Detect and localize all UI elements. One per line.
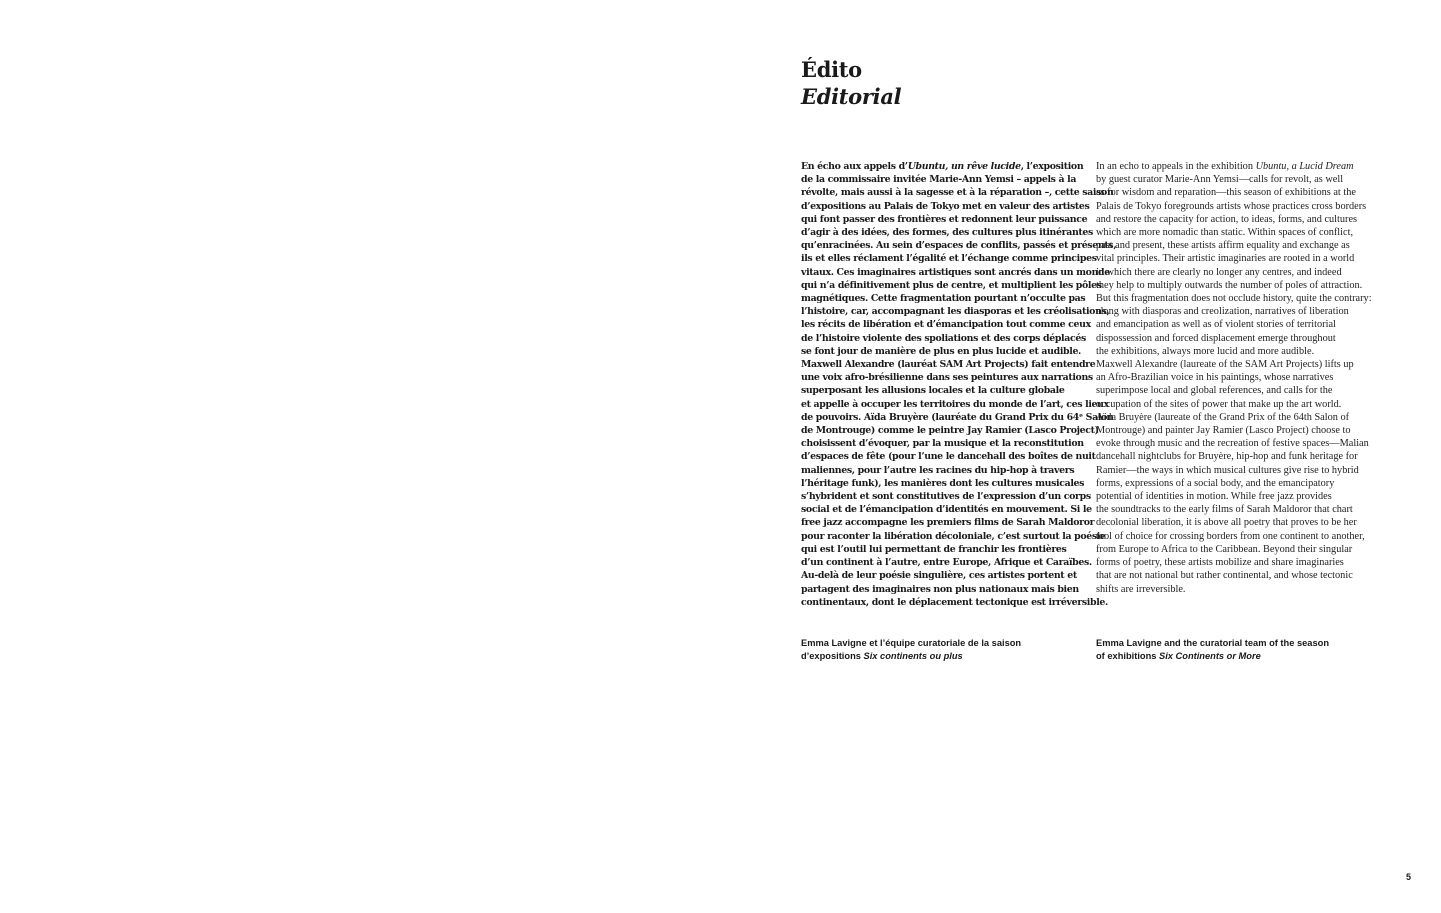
signature-line: Emma Lavigne and the curatorial team of the season [1096,638,1330,648]
text-line: superimpose local and global references, and calls for the [1096,385,1333,397]
text-line: and restore the capacity for action, to ideas, forms, and cultures [1096,213,1358,225]
text-line: decolonial liberation, it is above all poetry that proves to be her [1096,517,1357,529]
text-line: d’un continent à l’autre, entre Europe, Afrique et Caraïbes. [801,557,1092,569]
signature-text: of exhibitions [1096,651,1160,661]
page-number: 5 [1405,872,1411,882]
text-line: de Montrouge) comme le peintre Jay Ramier (Lasco Project) [801,425,1099,437]
text-line: that are not national but rather continental, and whose tectonic [1096,570,1353,582]
text-line: magnétiques. Cette fragmentation pourtant n’occulte pas [801,293,1086,305]
text-line: s’hybrident et sont constitutives de l’expression d’un corps [801,491,1091,503]
text-line: from Europe to Africa to the Caribbean. Beyond their singular [1096,543,1353,555]
text-line: l’héritage funk), les manières dont les cultures musicales [801,477,1085,489]
signature-line: Emma Lavigne et l’équipe curatoriale de la saison [801,638,1022,648]
text-line: an Afro-Brazilian voice in his paintings, whose narratives [1096,372,1334,384]
season-title: Six continents ou plus [863,651,963,661]
signature-text: d’expositions [801,651,864,661]
text-line: Montrouge) and painter Jay Ramier (Lasco Project) choose to [1096,425,1351,437]
text-line: along with diasporas and creolization, narratives of liberation [1096,306,1349,318]
text-line: se font jour de manière de plus en plus lucide et audible. [801,345,1081,357]
text-line: d’espaces de fête (pour l’une le dancehall des boîtes de nuit [801,451,1096,463]
text-line: de l’histoire violente des spoliations et des corps déplacés [801,332,1086,344]
text-line: free jazz accompagne les premiers films de Sarah Maldoror [801,517,1095,529]
text-line: as for wisdom and reparation—this season of exhibitions at the [1096,187,1356,199]
text-line: révolte, mais aussi à la sagesse et à la réparation –, cette saison [801,187,1114,199]
french-body-text [801,160,1117,609]
signature-line [801,650,1021,663]
text-line: which are more nomadic than static. Within spaces of conflict, [1096,227,1354,239]
signature-line [1096,650,1329,663]
text-line: forms, expressions of a social body, and the emancipatory [1096,477,1335,489]
text-line: Ramier—the ways in which musical cultures give rise to hybrid [1096,464,1359,476]
text-line: continentaux, dont le déplacement tectonique est irréversible. [801,596,1108,608]
text-line: Maxwell Alexandre (laureate of the SAM Art Projects) lifts up [1096,359,1354,371]
text-line: une voix afro-brésilienne dans ses peintures aux narrations [801,372,1093,384]
text-line: they help to multiply outwards the number of poles of attraction. [1096,279,1363,291]
text-line: the exhibitions, always more lucid and more audible. [1096,345,1315,357]
text-line: d’expositions au Palais de Tokyo met en valeur des artistes [801,200,1090,212]
text-line: ils et elles réclament l’égalité et l’échange comme principes [801,253,1097,265]
text-line: les récits de libération et d’émancipation tout comme ceux [801,319,1091,331]
text-line: occupation of the sites of power that make up the art world. [1096,398,1342,410]
french-signature [801,637,1021,663]
text-line: and emancipation as well as of violent stories of territorial [1096,319,1336,331]
text-line: Au-delà de leur poésie singulière, ces artistes portent et [801,570,1077,582]
text-line: Maxwell Alexandre (lauréat SAM Art Projects) fait entendre [801,359,1096,371]
text-line: qui est l’outil lui permettant de franchir les frontières [801,543,1067,555]
text-line: by guest curator Marie-Ann Yemsi—calls for revolt, as well [1096,174,1344,186]
text-line: d’agir à des idées, des formes, des cultures plus itinérantes [801,227,1093,239]
text-line: Palais de Tokyo foregrounds artists whose practices cross borders [1096,200,1367,212]
text-line: vital principles. Their artistic imaginaries are rooted in a world [1096,253,1355,265]
text-line: Aïda Bruyère (laureate of the Grand Prix of the 64th Salon of [1096,411,1350,423]
title-french: Édito [801,57,862,82]
title-english: Editorial [801,84,902,109]
text-line: de pouvoirs. Aïda Bruyère (lauréate du Grand Prix du 64ᵉ Salon [801,411,1114,423]
text-line: pour raconter la libération décoloniale, c’est surtout la poésie [801,530,1106,542]
text-line: evoke through music and the recreation of festive spaces—Malian [1096,438,1369,450]
text-line: de la commissaire invitée Marie-Ann Yemsi – appels à la [801,174,1077,186]
text-line: partagent des imaginaires non plus nationaux mais bien [801,583,1079,595]
text-line: past and present, these artists affirm equality and exchange as [1096,240,1350,252]
text-line: the soundtracks to the early films of Sarah Maldoror that chart [1096,504,1353,516]
text-line: et appelle à occuper les territoires du monde de l’art, ces lieux [801,398,1109,410]
text-line: qu’enracinées. Au sein d’espaces de conflits, passés et présents, [801,240,1117,252]
text-line: superposant les allusions locales et la culture globale [801,385,1065,397]
text-line: In an echo to appeals in the exhibition Ubuntu, a Lucid Dream [1096,161,1354,172]
season-title: Six Continents or More [1159,651,1261,661]
text-line: qui font passer des frontières et redonnent leur puissance [801,213,1088,225]
english-signature [1096,637,1329,663]
text-line: forms of poetry, these artists mobilize and share imaginaries [1096,557,1344,569]
page-title [801,56,901,110]
text-line: potential of identities in motion. While free jazz provides [1096,491,1332,503]
text-line: in which there are clearly no longer any centres, and indeed [1096,266,1342,278]
text-line: dancehall nightclubs for Bruyère, hip-hop and funk heritage for [1096,451,1358,463]
text-line: l’histoire, car, accompagnant les diasporas et les créolisations, [801,306,1110,318]
text-line: maliennes, pour l’autre les racines du hip-hop à travers [801,464,1075,476]
text-line: qui n’a définitivement plus de centre, et multiplient les pôles [801,279,1102,291]
english-body-text [1096,160,1380,596]
text-line: vitaux. Ces imaginaires artistiques sont ancrés dans un monde [801,266,1110,278]
text-line: En écho aux appels d’Ubuntu, un rêve lucide, l’exposition [801,161,1084,172]
text-line: choisissent d’évoquer, par la musique et la reconstitution [801,438,1084,450]
text-line: shifts are irreversible. [1096,583,1186,595]
text-line: dispossession and forced displacement emerge throughout [1096,332,1336,344]
text-line: But this fragmentation does not occlude history, quite the contrary: [1096,293,1372,305]
text-line: tool of choice for crossing borders from one continent to another, [1096,530,1365,542]
text-line: social et de l’émancipation d’identités en mouvement. Si le [801,504,1092,516]
